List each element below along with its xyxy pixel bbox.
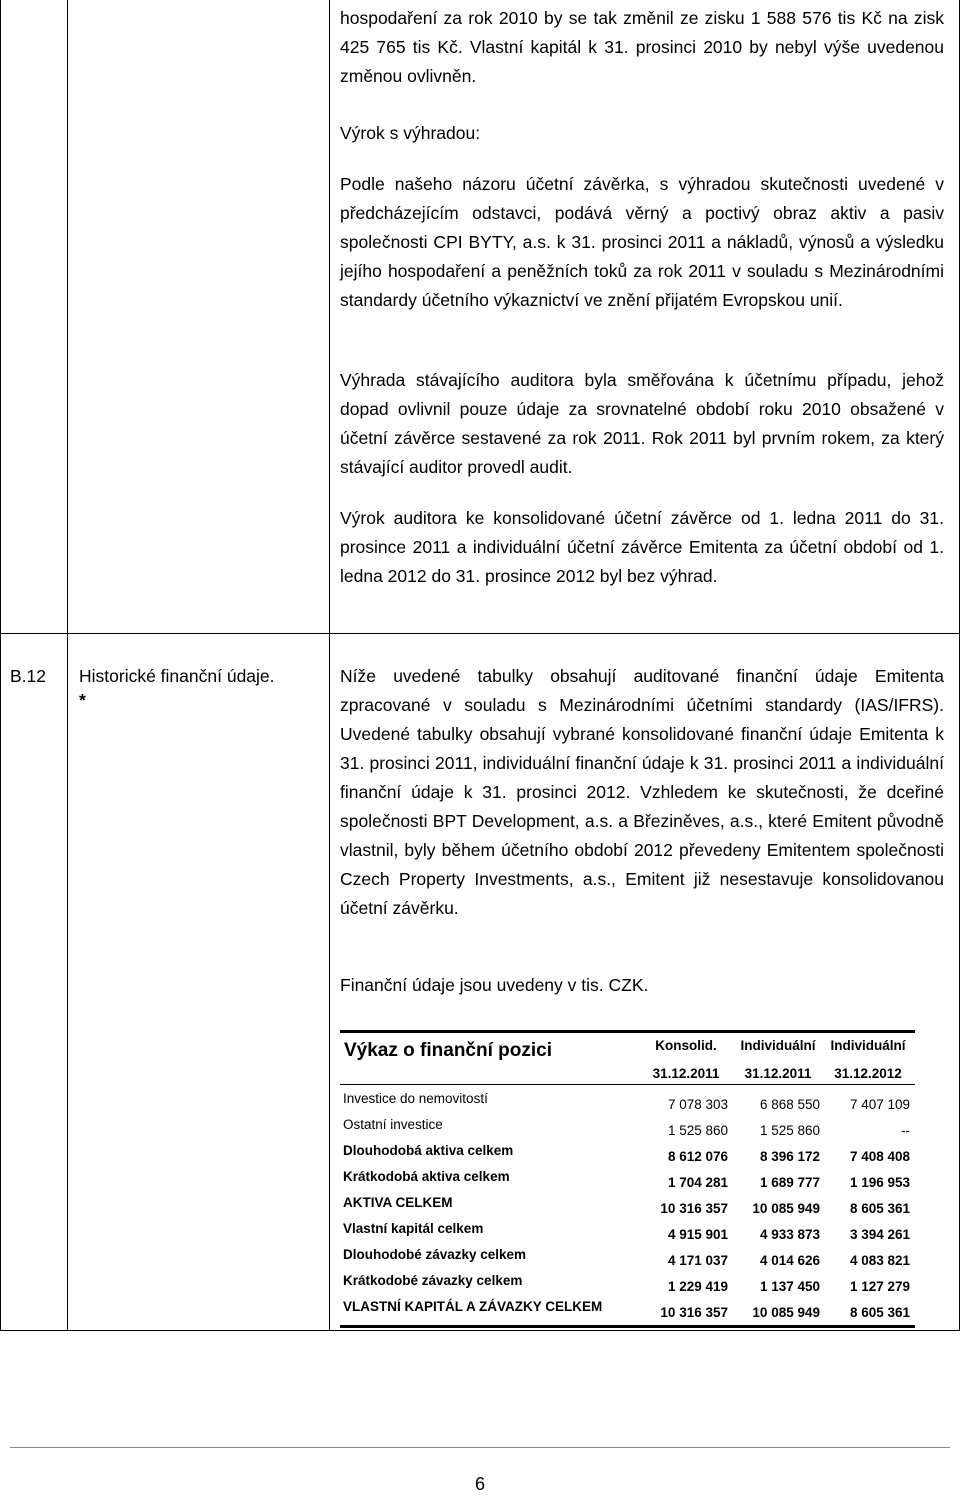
- section-title: Historické finanční údaje.: [79, 666, 275, 686]
- row-value: 1 689 777: [759, 1175, 820, 1190]
- row-value: 10 085 949: [752, 1305, 820, 1320]
- table-row: [340, 1143, 915, 1169]
- row-value: 4 171 037: [667, 1253, 728, 1268]
- paragraph-profit-note: hospodaření za rok 2010 by se tak změnil ze zisku 1 588 576 tis Kč na zisk 425 765 tis Kč. Vlastní kapitál k 31. prosinci 2010 by nebyl výše uvedenou změnou ovlivněn.: [340, 8, 944, 86]
- column-header-line2: 31.12.2012: [834, 1066, 902, 1081]
- column-header-individual-2012: [822, 1038, 914, 1081]
- page-number: 6: [474, 1474, 485, 1494]
- row-label: Ostatní investice: [343, 1117, 443, 1132]
- row-divider: [1, 633, 959, 634]
- table-row: [340, 1117, 915, 1143]
- row-value: 4 014 626: [759, 1253, 820, 1268]
- table-row: [340, 1221, 915, 1247]
- row-value: 1 704 281: [667, 1175, 728, 1190]
- row-value: 1 196 953: [849, 1175, 910, 1190]
- row-value: --: [901, 1123, 910, 1138]
- column-header-individual-2011: [732, 1038, 824, 1081]
- section-id: B.12: [10, 666, 46, 686]
- table-header-rule: [340, 1084, 915, 1085]
- table-bottom-rule: [340, 1325, 915, 1328]
- paragraph-currency-note: Finanční údaje jsou uvedeny v tis. CZK.: [340, 975, 649, 995]
- column-header-line1: Individuální: [740, 1038, 816, 1053]
- column-divider: [329, 0, 330, 1330]
- row-value: 1 229 419: [667, 1279, 728, 1294]
- table-row: [340, 1169, 915, 1195]
- row-value: 3 394 261: [849, 1227, 910, 1242]
- row-label: Dlouhodobé závazky celkem: [343, 1247, 527, 1262]
- row-label: VLASTNÍ KAPITÁL A ZÁVAZKY CELKEM: [343, 1299, 603, 1314]
- row-label: Krátkodobá aktiva celkem: [343, 1169, 510, 1184]
- row-value: 7 078 303: [667, 1097, 728, 1112]
- row-value: 6 868 550: [759, 1097, 820, 1112]
- row-value: 1 525 860: [667, 1123, 728, 1138]
- column-header-line1: Individuální: [830, 1038, 906, 1053]
- paragraph-auditor-reservation: Výhrada stávajícího auditora byla směřována k účetnímu případu, jehož dopad ovlivnil pouze údaje za srovnatelné období roku 2010 obsažené v účetní závěrce sestavené za rok 2011. Rok 2011 byl prvním rokem, za který stávající auditor provedl audit.: [340, 370, 944, 477]
- row-label: Investice do nemovitostí: [343, 1091, 488, 1106]
- row-value: 4 933 873: [759, 1227, 820, 1242]
- column-header-line2: 31.12.2011: [744, 1066, 812, 1081]
- paragraph-qualified-opinion-heading: Výrok s výhradou:: [340, 123, 481, 143]
- row-label: AKTIVA CELKEM: [343, 1195, 453, 1210]
- column-header-consolidated-2011: [640, 1038, 732, 1081]
- row-label: Dlouhodobá aktiva celkem: [343, 1143, 514, 1158]
- row-value: 1 525 860: [759, 1123, 820, 1138]
- row-label: Krátkodobé závazky celkem: [343, 1273, 523, 1288]
- row-value: 1 127 279: [849, 1279, 910, 1294]
- row-value: 4 915 901: [667, 1227, 728, 1242]
- paragraph-auditor-opinion: Výrok auditora ke konsolidované účetní závěrce od 1. ledna 2011 do 31. prosince 2011 a individuální účetní závěrce Emitenta za účetní období od 1. ledna 2012 do 31. prosince 2012 byl bez výhrad.: [340, 508, 944, 586]
- section-asterisk: *: [79, 690, 86, 710]
- row-value: 10 085 949: [752, 1201, 820, 1216]
- table-row: [340, 1299, 915, 1325]
- row-value: 8 612 076: [667, 1149, 728, 1164]
- table-row: [340, 1091, 915, 1117]
- row-value: 8 605 361: [849, 1305, 910, 1320]
- row-value: 8 396 172: [759, 1149, 820, 1164]
- table-row: [340, 1195, 915, 1221]
- row-value: 8 605 361: [849, 1201, 910, 1216]
- table-row: [340, 1247, 915, 1273]
- row-value: 7 407 109: [849, 1097, 910, 1112]
- row-value: 4 083 821: [849, 1253, 910, 1268]
- row-value: 1 137 450: [759, 1279, 820, 1294]
- paragraph-qualified-opinion: Podle našeho názoru účetní závěrka, s výhradou skutečnosti uvedené v předcházejícím odstavci, podává věrný a poctivý obraz aktiv a pasiv společnosti CPI BYTY, a.s. k 31. prosinci 2011 a nákladů, výnosů a výsledku jejího hospodaření a peněžních toků za rok 2011 v souladu s Mezinárodními standardy účetního výkaznictví ve znění přijatém Evropskou unií.: [340, 174, 944, 310]
- paragraph-financial-data-intro: Níže uvedené tabulky obsahují auditované finanční údaje Emitenta zpracované v souladu s Mezinárodními účetními standardy (IAS/IFRS). Uvedené tabulky obsahují vybrané konsolidované finanční údaje Emitenta k 31. prosinci 2011, individuální finanční údaje k 31. prosinci 2011 a individuální finanční údaje k 31. prosinci 2012. Vzhledem ke skutečnosti, že dceřiné společnosti BPT Development, a.s. a Březiněves, a.s., které Emitent původně vlastnil, byly během účetního období 2012 převedeny Emitentem společnosti Czech Property Investments, a.s., Emitent již nesestavuje konsolidovanou účetní závěrku.: [340, 666, 944, 918]
- column-header-line1: Konsolid.: [655, 1038, 717, 1053]
- table-row: [340, 1273, 915, 1299]
- row-label: Vlastní kapitál celkem: [343, 1221, 484, 1236]
- row-value: 10 316 357: [660, 1201, 728, 1216]
- row-value: 10 316 357: [660, 1305, 728, 1320]
- table-top-rule: [340, 1030, 915, 1033]
- column-header-line2: 31.12.2011: [652, 1066, 720, 1081]
- row-value: 7 408 408: [849, 1149, 910, 1164]
- footer-rule: [10, 1447, 950, 1448]
- table-title: Výkaz o finanční pozici: [344, 1040, 552, 1061]
- column-divider: [67, 0, 68, 1330]
